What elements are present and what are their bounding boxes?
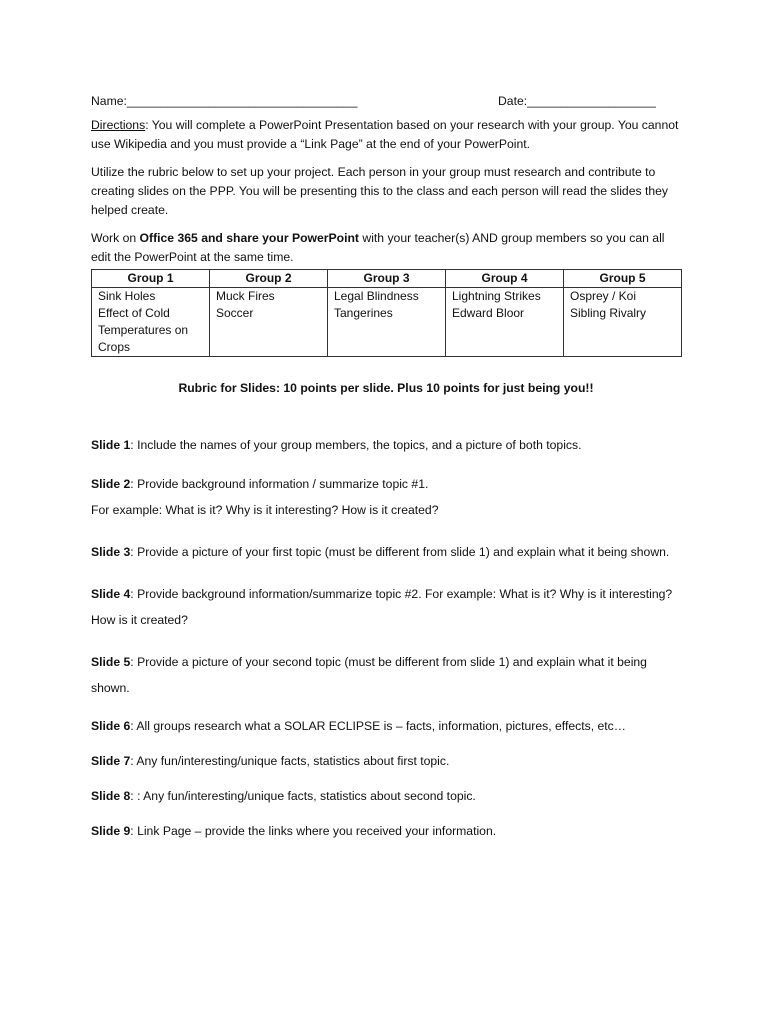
slide-name: Slide 9 <box>91 824 131 838</box>
slide-extra-text: For example: What is it? Why is it interesting? How is it created? <box>91 503 439 517</box>
slide-item-1 <box>91 436 681 455</box>
slide-text: : Provide background information / summarize topic #1. <box>130 477 429 491</box>
group-header: Group 4 <box>446 270 564 288</box>
slide-name: Slide 2 <box>91 477 131 491</box>
slide-item-3 <box>91 539 681 565</box>
slide-text: : All groups research what a SOLAR ECLIPSE is – facts, information, pictures, effects, etc… <box>130 719 626 733</box>
name-field-label: Name:__________________________________ <box>91 94 358 108</box>
worksheet-page <box>91 88 681 857</box>
slide-name: Slide 8 <box>91 789 131 803</box>
work-on-suffix: with your teacher(s) AND group members so you can all edit the PowerPoint at the same time. <box>91 231 665 264</box>
slide-item-4 <box>91 581 681 633</box>
slide-name: Slide 5 <box>91 655 131 669</box>
groups-table <box>91 269 682 357</box>
topic-cell: Soccer <box>210 305 328 357</box>
topic-cell: Sibling Rivalry <box>564 305 682 357</box>
slide-text: : Provide background information/summarize topic #2. For example: What is it? Why is it interesting? How is it created? <box>91 587 673 627</box>
header-row <box>91 88 681 108</box>
slide-item-7 <box>91 752 681 771</box>
work-on-bold: Office 365 and share your PowerPoint <box>139 231 359 245</box>
slide-name: Slide 3 <box>91 545 131 559</box>
directions-label: Directions <box>91 118 146 132</box>
slide-item-8 <box>91 787 681 806</box>
topic-cell: Tangerines <box>328 305 446 357</box>
topic-cell: Osprey / Koi <box>564 288 682 306</box>
table-row <box>92 305 682 357</box>
group-header: Group 5 <box>564 270 682 288</box>
date-field-label: Date:___________________ <box>498 94 656 108</box>
slide-item-9 <box>91 822 681 841</box>
topic-cell: Effect of Cold Temperatures on Crops <box>92 305 210 357</box>
topic-cell: Legal Blindness <box>328 288 446 306</box>
slide-text: : Link Page – provide the links where you received your information. <box>130 824 497 838</box>
topic-cell: Sink Holes <box>92 288 210 306</box>
slide-name: Slide 7 <box>91 754 131 768</box>
slide-item-6 <box>91 717 681 736</box>
slide-text: : Include the names of your group members, the topics, and a picture of both topics. <box>130 438 582 452</box>
topic-cell: Lightning Strikes <box>446 288 564 306</box>
group-header: Group 1 <box>92 270 210 288</box>
directions-paragraph <box>91 116 681 154</box>
groups-header-row <box>92 270 682 288</box>
slide-name: Slide 4 <box>91 587 131 601</box>
table-row <box>92 288 682 306</box>
topic-cell: Edward Bloor <box>446 305 564 357</box>
slide-text: : Any fun/interesting/unique facts, statistics about first topic. <box>130 754 450 768</box>
group-header: Group 2 <box>210 270 328 288</box>
rubric-title: Rubric for Slides: 10 points per slide. Plus 10 points for just being you!! <box>178 381 594 395</box>
directions-text: : You will complete a PowerPoint Presentation based on your research with your group. You cannot use Wikipedia and you must provide a “Link Page” at the end of your PowerPoint. <box>91 118 679 151</box>
slide-name: Slide 1 <box>91 438 131 452</box>
slide-item-2 <box>91 471 681 523</box>
group-header: Group 3 <box>328 270 446 288</box>
topic-cell: Muck Fires <box>210 288 328 306</box>
slide-name: Slide 6 <box>91 719 131 733</box>
slide-text: : Provide a picture of your first topic (must be different from slide 1) and explain what it being shown. <box>130 545 670 559</box>
slide-item-5 <box>91 649 681 701</box>
slide-text: : Provide a picture of your second topic (must be different from slide 1) and explain what it being shown. <box>91 655 647 695</box>
utilize-paragraph: Utilize the rubric below to set up your project. Each person in your group must research and contribute to creating slides on the PPP. You will be presenting this to the class and each person will read the slides they helped create. <box>91 165 668 217</box>
work-on-prefix: Work on <box>91 231 140 245</box>
work-on-paragraph <box>91 229 681 267</box>
slide-text: : : Any fun/interesting/unique facts, statistics about second topic. <box>130 789 476 803</box>
